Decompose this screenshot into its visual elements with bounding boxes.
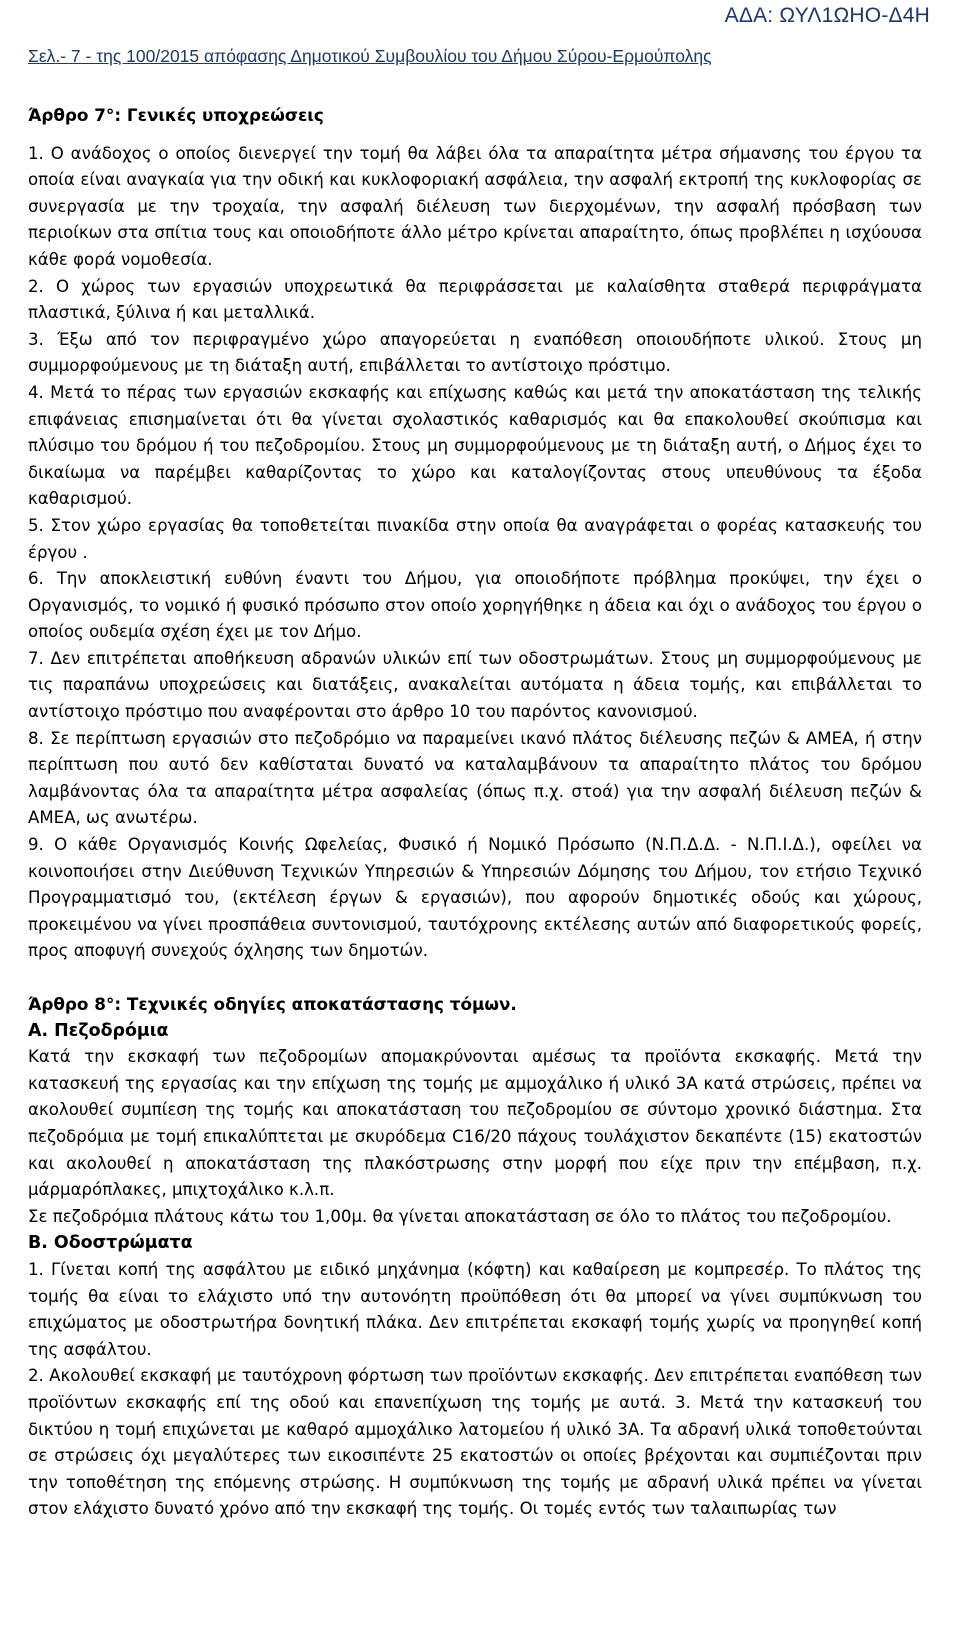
page-reference: Σελ.- 7 - της 100/2015 απόφασης Δημοτικού Συμβουλίου του Δήμου Σύρου-Ερμούπολης — [28, 46, 712, 66]
section-b-title: Β. Οδοστρώματα — [28, 1233, 193, 1254]
article-8-title: Άρθρο 8°: Τεχνικές οδηγίες αποκατάστασης τόμων. — [28, 994, 517, 1014]
article-7-paragraph: 7. Δεν επιτρέπεται αποθήκευση αδρανών υλικών επί των οδοστρωμάτων. Στους μη συμμορφούμενους με τις παραπάνω υποχρεώσεις και διατάξεις, ανακαλείται αυτόματα η άδεια τομής, και επιβάλλεται το αντίστοιχο πρόστιμο που αναφέρονται στο άρθρο 10 του παρόντος κανονισμού. — [28, 648, 922, 722]
article-7-title: Άρθρο 7°: Γενικές υποχρεώσεις — [28, 105, 324, 125]
section-a-paragraph: Κατά την εκσκαφή των πεζοδρομίων απομακρύνονται αμέσως τα προϊόντα εκσκαφής. Μετά την κατασκευή της εργασίας και την επίχωση της τομής με αμμοχάλικο ή υλικό 3Α κατά στρώσεις, πρέπει να ακολουθεί συμπίεση της τομής και αποκατάσταση του πεζοδρομίου σε σύντομο χρονικό διάστημα. Στα πεζοδρόμια με τομή επικαλύπτεται με σκυρόδεμα C16/20 πάχους τουλάχιστον δεκαπέντε (15) εκατοστών και ακολουθεί η αποκατάσταση της πλακόστρωσης στην μορφή που είχε πριν την επέμβαση, π.χ. μάρμαρόπλακες, μπιχτοχάλικο κ.λ.π. — [28, 1047, 922, 1200]
section-a-title: Α. Πεζοδρόμια — [28, 1020, 169, 1041]
article-7-paragraph: 8. Σε περίπτωση εργασιών στο πεζοδρόμιο να παραμείνει ικανό πλάτος διέλευσης πεζών & ΑΜΕΑ, ή στην περίπτωση που αυτό δεν καθίσταται δυνατό να καταλαμβάνουν τα απαραίτητο πλάτος του δρόμου λαμβάνοντας όλα τα απαραίτητα μέτρα ασφαλείας (όπως π.χ. στοά) για την ασφαλή διέλευση πεζών & ΑΜΕΑ, ως ανωτέρω. — [28, 728, 922, 828]
section-b-paragraph: 2. Ακολουθεί εκσκαφή με ταυτόχρονη φόρτωση των προϊόντων εκσκαφής. Δεν επιτρέπεται εναπόθεση των προϊόντων εκσκαφής επί της οδού και επανεπίχωση της τομής με αυτά. 3. Μετά την κατασκευή του δικτύου η τομή επιχώνεται με καθαρό αμμοχάλικο λατομείου ή υλικό 3Α. Τα αδρανή υλικά τοποθετούνται σε στρώσεις όχι μεγαλύτερες των εικοσιπέντε 25 εκατοστών οι οποίες βρέχονται και συμπιέζονται πριν την τοποθέτηση της επόμενης στρώσης. Η συμπύκνωση της τομής με αδρανή υλικά πρέπει να γίνεται στον ελάχιστο δυνατό χρόνο από την εκσκαφή της τομής. Οι τομές εντός των ταλαιπωρίας των — [28, 1366, 922, 1519]
article-7-paragraph: 9. Ο κάθε Οργανισμός Κοινής Ωφελείας, Φυσικό ή Νομικό Πρόσωπο (Ν.Π.Δ.Δ. - Ν.Π.Ι.Δ.), οφείλει να κοινοποιήσει στην Διεύθυνση Τεχνικών Υπηρεσιών & Υπηρεσιών Δόμησης του Δήμου, τον ετήσιο Τεχνικό Προγραμματισμό του, (εκτέλεση έργων & εργασιών), που αφορούν δημοτικές οδούς και χώρους, προκειμένου να γίνει προσπάθεια συντονισμού, ταυτόχρονης εκτέλεσης αυτών από διαφορετικούς φορείς, προς αποφυγή συνεχούς όχλησης των δημοτών. — [28, 835, 922, 961]
article-7-paragraph: 1. Ο ανάδοχος ο οποίος διενεργεί την τομή θα λάβει όλα τα απαραίτητα μέτρα σήμανσης του έργου τα οποία είναι αναγκαία για την οδική και κυκλοφοριακή ασφάλεια, την ασφαλή εκτροπή της κυκλοφορίας σε συνεργασία με την τροχαία, την ασφαλή διέλευση των διερχομένων, την ασφαλή πρόσβαση των περιοίκων στα σπίτια τους και οποιοδήποτε άλλο μέτρο κρίνεται απαραίτητο, όπως προβλέπει η ισχύουσα κάθε φορά νομοθεσία. — [28, 143, 922, 269]
section-b-paragraph: 1. Γίνεται κοπή της ασφάλτου με ειδικό μηχάνημα (κόφτη) και καθαίρεση με κομπρεσέρ. Το πλάτος της τομής θα είναι το ελάχιστο υπό την αυτονόητη προϋπόθεση ότι θα μπορεί να γίνει συμπύκνωση του επιχώματος με οδοστρωτήρα δονητική πλάκα. Δεν επιτρέπεται εκσκαφή τομής χωρίς να προηγηθεί κοπή της ασφάλτου. — [28, 1259, 922, 1359]
article-7-paragraph: 2. Ο χώρος των εργασιών υποχρεωτικά θα περιφράσσεται με καλαίσθητα σταθερά περιφράγματα πλαστικά, ξύλινα ή και μεταλλικά. — [28, 276, 922, 323]
section-a-paragraph: Σε πεζοδρόμια πλάτους κάτω του 1,00μ. θα γίνεται αποκατάσταση σε όλο το πλάτος του πεζοδρομίου. — [28, 1206, 892, 1226]
document-body — [28, 102, 922, 1523]
article-7-paragraph: 5. Στον χώρο εργασίας θα τοποθετείται πινακίδα στην οποία θα αναγράφεται ο φορέας κατασκευής του έργου . — [28, 515, 922, 562]
ada-code: ΑΔΑ: ΩΥΛ1ΩΗΟ-Δ4Η — [724, 4, 930, 27]
article-7-paragraph: 6. Την αποκλειστική ευθύνη έναντι του Δήμου, για οποιοδήποτε πρόβλημα προκύψει, την έχει ο Οργανισμός, το νομικό ή φυσικό πρόσωπο στον οποίο χορηγήθηκε η άδεια και όχι ο ανάδοχος του έργου ο οποίος ουδεμία σχέση έχει με τον Δήμο. — [28, 569, 922, 642]
article-7-paragraph: 4. Μετά το πέρας των εργασιών εκσκαφής και επίχωσης καθώς και μετά την αποκατάσταση της τελικής επιφάνειας επισημαίνεται ότι θα γίνεται σχολαστικός καθαρισμός και θα επακολουθεί σκούπισμα και πλύσιμο του δρόμου ή του πεζοδρομίου. Στους μη συμμορφούμενους με τη διάταξη αυτή, ο Δήμος έχει το δικαίωμα να παρέμβει καθαρίζοντας το χώρο και καταλογίζοντας στους υπευθύνους τα έξοδα καθαρισμού. — [28, 382, 922, 509]
article-7-paragraph: 3. Έξω από τον περιφραγμένο χώρο απαγορεύεται η εναπόθεση οποιουδήποτε υλικού. Στους μη συμμορφούμενους με τη διάταξη αυτή, επιβάλλεται το αντίστοιχο πρόστιμο. — [28, 329, 922, 376]
